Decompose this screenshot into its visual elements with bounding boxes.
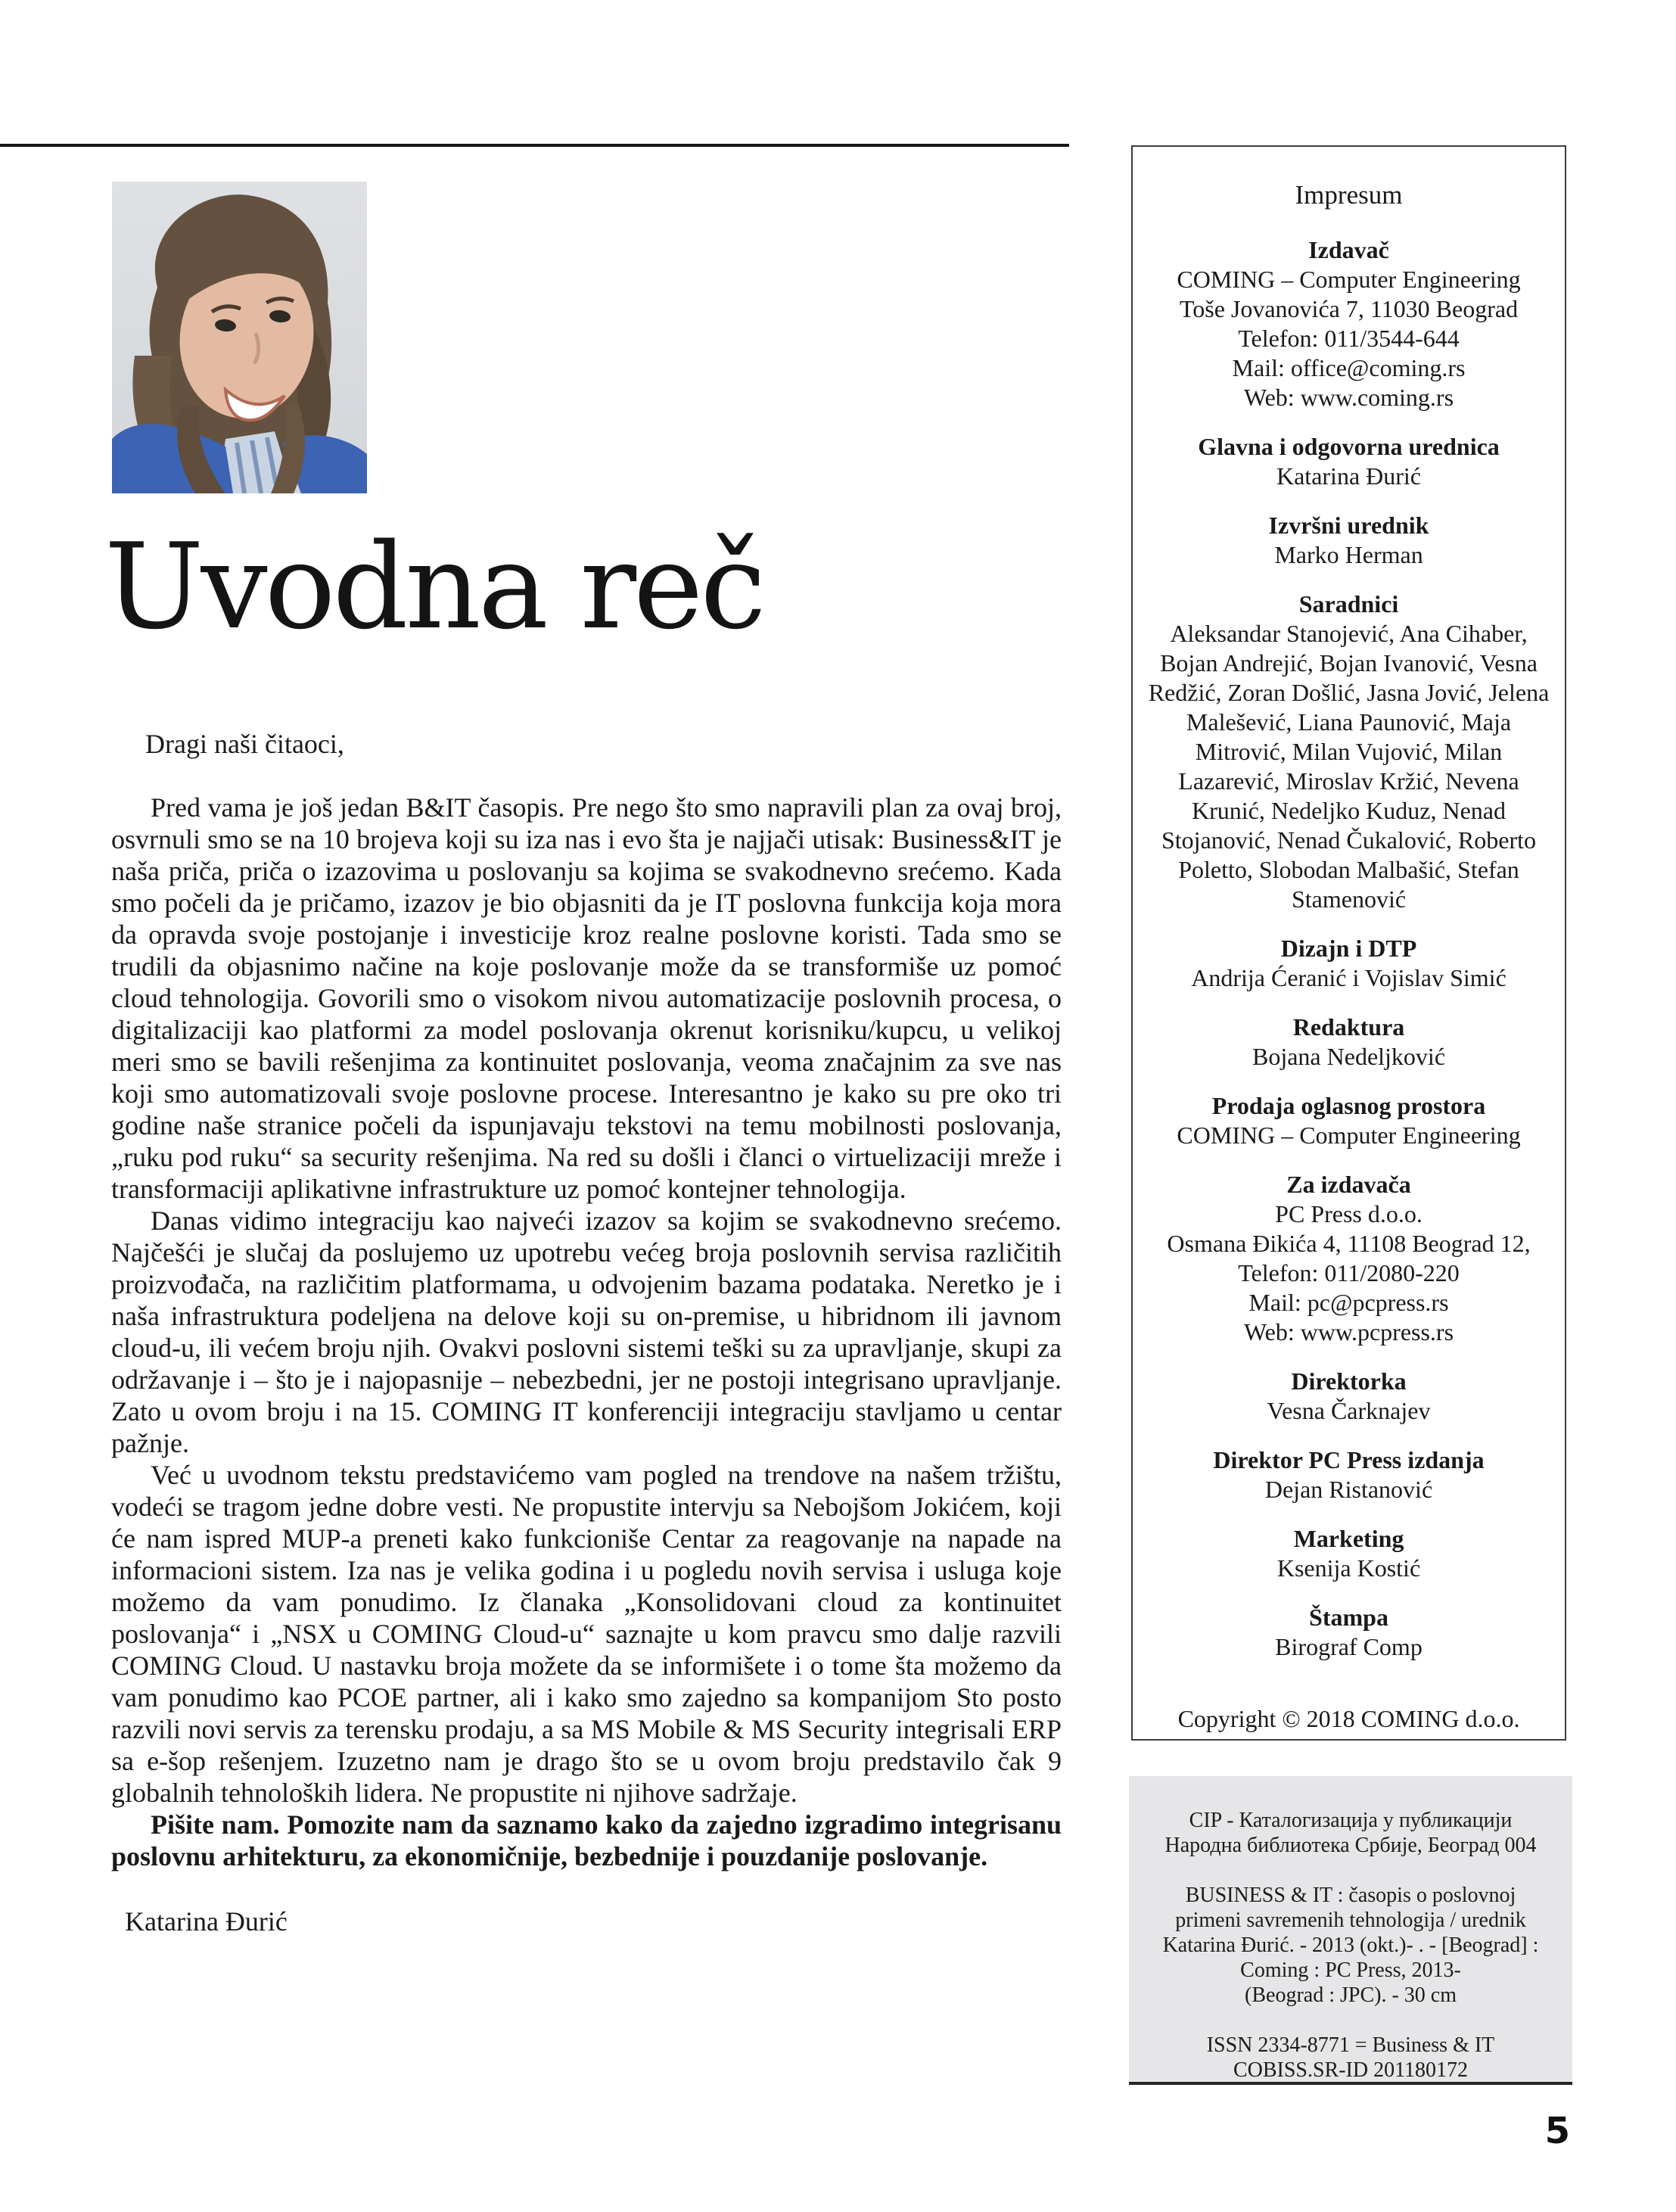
section-heading: Marketing xyxy=(1293,1525,1404,1552)
salutation: Dragi naši čitaoci, xyxy=(145,729,344,759)
section-heading: Saradnici xyxy=(1298,590,1399,618)
page-title: Uvodna reč xyxy=(104,518,763,655)
section-lines: COMING – Computer Engineering xyxy=(1177,1122,1521,1149)
editor-portrait-photo xyxy=(112,182,367,493)
section-lines: Dejan Ristanović xyxy=(1264,1476,1433,1503)
impresum-section-izvrsni-urednik xyxy=(1142,511,1556,570)
paragraph-1: Pred vama je još jedan B&IT časopis. Pre nego što smo napravili plan za ovaj broj, osvrnuli smo se na 10 brojeva koji su iza nas i evo šta je najjači utisak: Business&IT je naša priča, priča o izazovima u poslovanju sa kojima se svakodnevno srećemo. Kada smo počeli da je pričamo, izazov je bio objasniti da je IT poslovna funkcija koja mora da opravda svoje postojanje i investicije kroz realne poslovne koristi. Tada smo se trudili da objasnimo načine na koje poslovanje može da se transformiše uz pomoć cloud tehnologija. Govorili smo o visokom nivou automatizacije poslovnih procesa, o digitalizaciji kao platformi za model poslovanja okrenut korisniku/kupcu, u velikoj meri smo se bavili rešenjima za kontinuitet poslovanja, veoma značajnim za sve nas koji smo automatizovali svoje poslovne procese. Interesantno je kako su pre oko tri godine naše stranice počeli da ispunjavaju tekstovi na temu mobilnosti poslovanja, „ruku pod ruku“ sa security rešenjima. Na red su došli i članci o virtuelizaciji mreže i transformaciji aplikativne infrastrukture uz pomoć kontejner tehnologija. xyxy=(111,792,1062,1204)
section-heading: Štampa xyxy=(1309,1604,1388,1631)
section-heading: Dizajn i DTP xyxy=(1280,935,1417,962)
section-heading: Direktor PC Press izdanja xyxy=(1213,1446,1485,1473)
section-heading: Prodaja oglasnog prostora xyxy=(1211,1092,1486,1119)
page-number: 5 xyxy=(1544,2110,1570,2152)
paragraph-3: Već u uvodnom tekstu predstavićemo vam pogled na trendove na našem tržištu, vodeći se tragom jedne dobre vesti. Ne propustite intervju sa Nebojšom Jokićem, koji će nam ispred MUP-a preneti kako funkcioniše Centar za reagovanje na napade na informacioni sistem. Iza nas je velika godina i u pogledu novih servisa i usluga koje možemo da vam ponudimo. Iz članaka „Konsolidovani cloud za kontinuitet poslovanja“ i „NSX u COMING Cloud-u“ saznajte u kom pravcu smo dalje razvili COMING Cloud. U nastavku broja možete da se informišete i o tome šta možemo da vam ponudimo kao PCOE partner, ali i kako smo zajedno sa kompanijom Sto posto razvili novi servis za terensku prodaju, a sa MS Mobile & MS Security integrisali ERP sa e-šop rešenjem. Izuzetno nam je drago što se u ovom broju predstavilo čak 9 globalnih tehnoloških lidera. Ne propustite ni njihove sadržaje. xyxy=(111,1460,1062,1808)
impresum-box xyxy=(1131,145,1566,1741)
impresum-section-za-izdavaca xyxy=(1142,1170,1556,1347)
impresum-section-stampa xyxy=(1142,1603,1556,1662)
impresum-section-dizajn-dtp xyxy=(1142,934,1556,993)
section-heading: Glavna i odgovorna urednica xyxy=(1198,433,1500,460)
impresum-section-redaktura xyxy=(1142,1013,1556,1072)
copyright-line: Copyright © 2018 COMING d.o.o. xyxy=(1177,1705,1520,1732)
section-heading: Izdavač xyxy=(1308,236,1389,263)
portrait-illustration xyxy=(112,182,367,493)
cip-lines: CIP - Каталогизација у публикацији Народна библиотека Србије, Београд 004 BUSINESS & IT : časopis o poslovnoj primeni savremenih tehnologija / urednik Katarina Đurić. - 2013 (okt.)- . - [Beograd] : Coming : PC Press, 2013- (Beograd : JPC). - 30 cm ISSN 2334-8771 = Business & IT COBISS.SR-ID 201180172 xyxy=(1162,1809,1539,2082)
section-heading: Redaktura xyxy=(1292,1013,1405,1041)
section-lines: Aleksandar Stanojević, Ana Cihaber, Bojan Andrejić, Bojan Ivanović, Vesna Redžić, Zoran Došlić, Jasna Jović, Jelena Malešević, Liana Paunović, Maja Mitrović, Milan Vujović, Milan Lazarević, Miroslav Kržić, Nevena Krunić, Nedeljko Kuduz, Nenad Stojanović, Nenad Čukalović, Roberto Poletto, Slobodan Malbašić, Stefan Stamenović xyxy=(1148,620,1550,913)
section-lines: Vesna Čarknajev xyxy=(1267,1397,1431,1424)
signature: Katarina Đurić xyxy=(125,1906,288,1937)
impresum-section-marketing xyxy=(1142,1524,1556,1583)
section-heading: Za izdavača xyxy=(1286,1171,1411,1198)
cip-box xyxy=(1129,1776,1572,2085)
impresum-section-direktor-pc-press xyxy=(1142,1445,1556,1504)
impresum-section-urednica xyxy=(1142,432,1556,491)
article-body xyxy=(111,792,1062,1937)
impresum-section-saradnici xyxy=(1142,590,1556,914)
section-lines: Andrija Ćeranić i Vojislav Simić xyxy=(1191,964,1507,991)
impresum-title: Impresum xyxy=(1295,180,1403,210)
section-lines: PC Press d.o.o. Osmana Đikića 4, 11108 Beograd 12, Telefon: 011/2080-220 Mail: pc@pcpress.rs Web: www.pcpress.rs xyxy=(1167,1200,1531,1346)
impresum-section-direktorka xyxy=(1142,1367,1556,1426)
section-lines: Birograf Comp xyxy=(1275,1633,1423,1660)
impresum-section-izdavac xyxy=(1142,235,1556,412)
top-rule xyxy=(0,144,1069,147)
section-lines: Katarina Đurić xyxy=(1276,462,1421,490)
section-heading: Izvršni urednik xyxy=(1268,512,1429,539)
section-lines: Marko Herman xyxy=(1274,541,1423,568)
paragraph-2: Danas vidimo integraciju kao najveći izazov sa kojim se svakodnevno srećemo. Najčešći je slučaj da poslujemo uz upotrebu većeg broja poslovnih servisa različitih proizvođača, na različitim platformama, u odvojenim bazama podataka. Neretko je i naša infrastruktura podeljena na delove koji su on-premise, u hibridnom ili javnom cloud-u, ili većem broju njih. Ovakvi poslovni sistemi teški su za upravljanje, skupi za održavanje i – što je i najopasnije – nebezbedni, jer ne postoji integrisano upravljanje. Zato u ovom broju i na 15. COMING IT konferenciji integraciju stavljamo u centar pažnje. xyxy=(111,1206,1062,1458)
section-lines: COMING – Computer Engineering Toše Jovanovića 7, 11030 Beograd Telefon: 011/3544-644 Mail: office@coming.rs Web: www.coming.rs xyxy=(1177,266,1521,411)
section-lines: Ksenija Kostić xyxy=(1276,1554,1421,1582)
closing-call-to-action: Pišite nam. Pomozite nam da saznamo kako da zajedno izgradimo integrisanu poslovnu arhitekturu, za ekonomičnije, bezbednije i pouzdanije poslovanje. xyxy=(111,1809,1062,1871)
section-heading: Direktorka xyxy=(1291,1367,1407,1395)
impresum-section-prodaja xyxy=(1142,1091,1556,1150)
section-lines: Bojana Nedeljković xyxy=(1252,1043,1446,1070)
